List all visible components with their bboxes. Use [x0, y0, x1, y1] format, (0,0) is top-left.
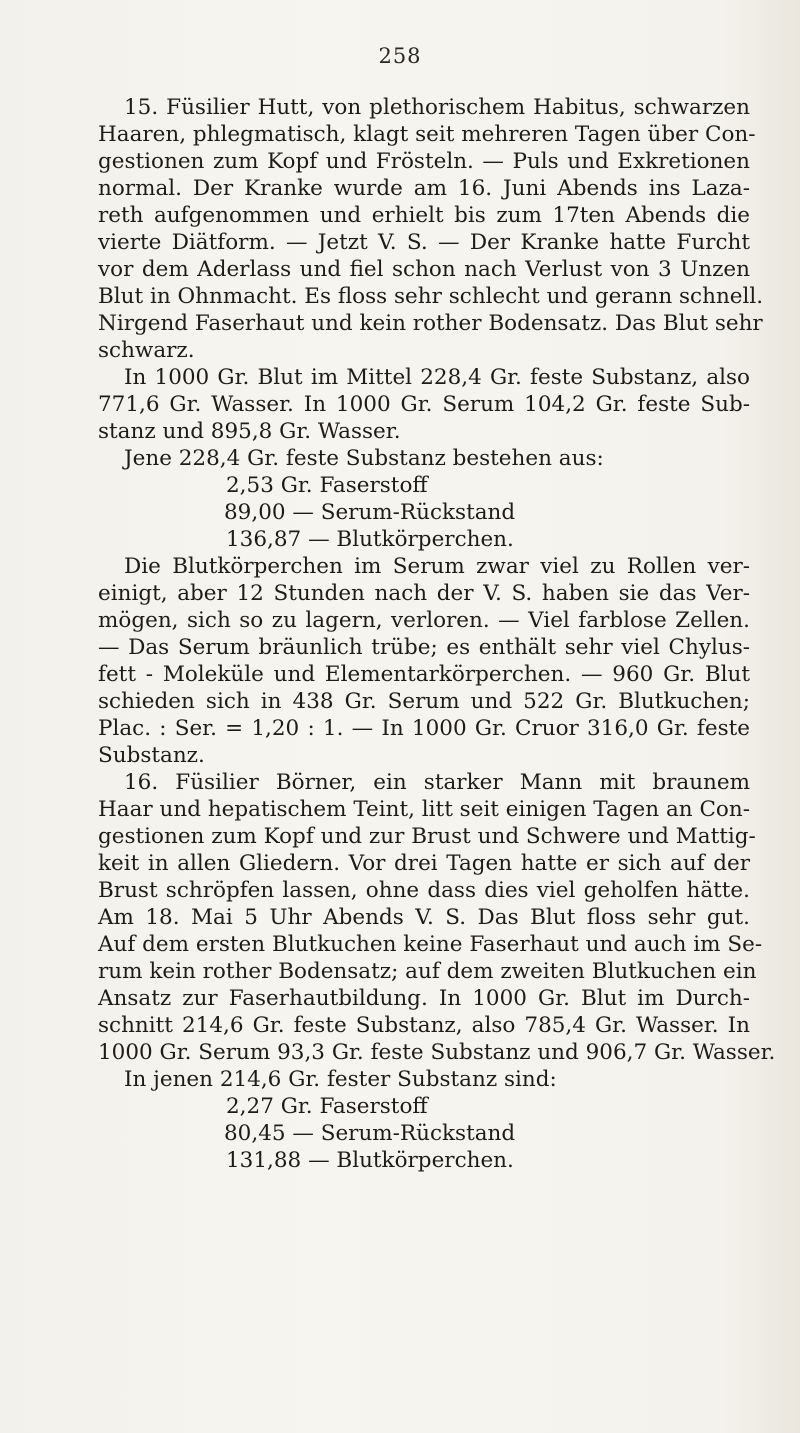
body-text: [98, 94, 776, 1174]
text-line: vierte Diätform. — Jetzt V. S. — Der Kranke hatte Furcht: [98, 230, 750, 255]
text-line: 1000 Gr. Serum 93,3 Gr. feste Substanz und 906,7 Gr. Wasser.: [98, 1040, 776, 1065]
text-line: schwarz.: [98, 338, 195, 363]
composition-list-item: 131,88 — Blutkörperchen.: [226, 1148, 514, 1173]
text-line: Nirgend Faserhaut und kein rother Bodensatz. Das Blut sehr: [98, 311, 763, 336]
text-line: Brust schröpfen lassen, ohne dass dies viel geholfen hätte.: [98, 878, 750, 903]
section-16-paragraphs: [98, 769, 776, 1093]
composition-list-item: 89,00 — Serum-Rückstand: [224, 500, 516, 525]
text-line: 15. Füsilier Hutt, von plethorischem Habitus, schwarzen: [124, 95, 750, 120]
text-line: Plac. : Ser. = 1,20 : 1. — In 1000 Gr. Cruor 316,0 Gr. feste: [98, 716, 750, 741]
text-line: In jenen 214,6 Gr. fester Substanz sind:: [124, 1067, 557, 1092]
text-line: Substanz.: [98, 743, 205, 768]
text-line: fett - Moleküle und Elementarkörperchen. — 960 Gr. Blut: [98, 662, 750, 687]
text-line: mögen, sich so zu lagern, verloren. — Viel farblose Zellen.: [98, 608, 750, 633]
text-line: Jene 228,4 Gr. feste Substanz bestehen aus:: [124, 446, 604, 471]
text-line: Ansatz zur Faserhautbildung. In 1000 Gr. Blut im Durch-: [98, 986, 750, 1011]
text-line: Haaren, phlegmatisch, klagt seit mehreren Tagen über Con-: [98, 122, 756, 147]
page-number: 258: [378, 44, 422, 68]
text-line: schieden sich in 438 Gr. Serum und 522 Gr. Blutkuchen;: [98, 689, 750, 714]
text-line: Auf dem ersten Blutkuchen keine Faserhaut und auch im Se-: [98, 932, 763, 957]
text-line: reth aufgenommen und erhielt bis zum 17ten Abends die: [98, 203, 750, 228]
section-16-composition-list: [98, 1093, 750, 1174]
text-line: stanz und 895,8 Gr. Wasser.: [98, 419, 401, 444]
text-line: — Das Serum bräunlich trübe; es enthält sehr viel Chylus-: [98, 635, 750, 660]
composition-list-item: 2,27 Gr. Faserstoff: [226, 1094, 428, 1119]
section-15-paragraphs-continued: [98, 553, 750, 769]
text-line: normal. Der Kranke wurde am 16. Juni Abends ins Laza-: [98, 176, 750, 201]
text-line: schnitt 214,6 Gr. feste Substanz, also 785,4 Gr. Wasser. In: [98, 1013, 750, 1038]
text-line: gestionen zum Kopf und zur Brust und Schwere und Mattig-: [98, 824, 756, 849]
text-line: 16. Füsilier Börner, ein starker Mann mit braunem: [124, 770, 750, 795]
text-line: gestionen zum Kopf und Frösteln. — Puls und Exkretionen: [98, 149, 750, 174]
text-line: vor dem Aderlass und fiel schon nach Verlust von 3 Unzen: [98, 257, 750, 282]
text-line: Haar und hepatischem Teint, litt seit einigen Tagen an Con-: [98, 797, 750, 822]
text-line: Die Blutkörperchen im Serum zwar viel zu Rollen ver-: [124, 554, 750, 579]
section-15-paragraphs: [98, 94, 764, 472]
text-line: einigt, aber 12 Stunden nach der V. S. haben sie das Ver-: [98, 581, 750, 606]
composition-list-item: 2,53 Gr. Faserstoff: [226, 473, 428, 498]
composition-list-item: 136,87 — Blutkörperchen.: [226, 527, 514, 552]
text-line: Am 18. Mai 5 Uhr Abends V. S. Das Blut floss sehr gut.: [98, 905, 750, 930]
text-line: 771,6 Gr. Wasser. In 1000 Gr. Serum 104,2 Gr. feste Sub-: [98, 392, 750, 417]
text-line: keit in allen Gliedern. Vor drei Tagen hatte er sich auf der: [98, 851, 750, 876]
text-line: Blut in Ohnmacht. Es floss sehr schlecht und gerann schnell.: [98, 284, 764, 309]
text-line: In 1000 Gr. Blut im Mittel 228,4 Gr. feste Substanz, also: [124, 365, 750, 390]
text-line: rum kein rother Bodensatz; auf dem zweiten Blutkuchen ein: [98, 959, 757, 984]
composition-list-item: 80,45 — Serum-Rückstand: [224, 1121, 516, 1146]
section-15-composition-list: [98, 472, 750, 553]
